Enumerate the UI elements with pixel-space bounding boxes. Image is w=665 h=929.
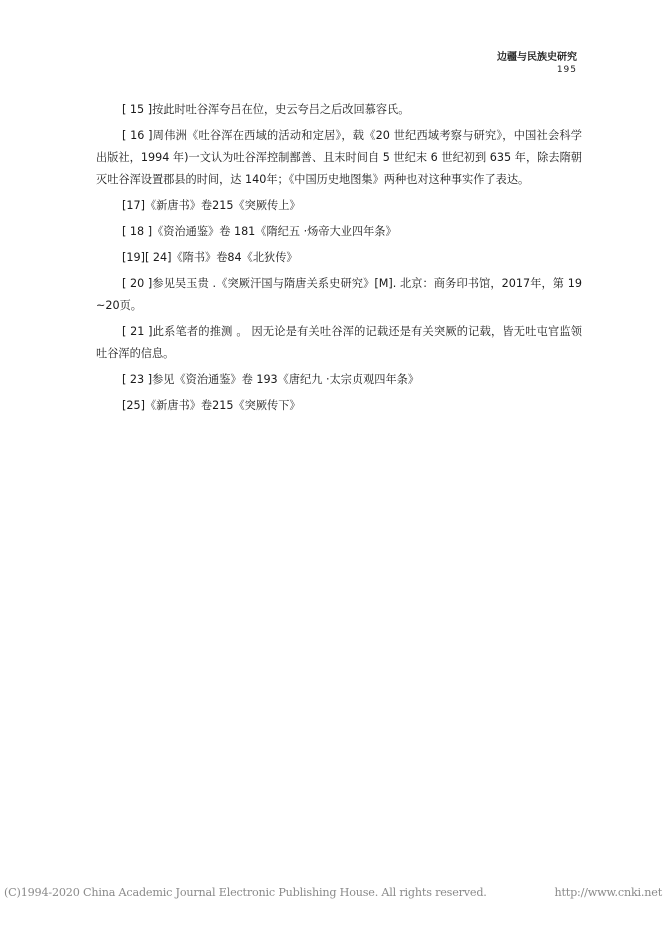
journal-title: 边疆与民族史研究	[497, 52, 577, 63]
cnki-url[interactable]: http://www.cnki.net	[554, 886, 662, 899]
endnote-17: [17]《新唐书》卷215《突厥传上》	[122, 199, 301, 212]
endnotes-list	[96, 99, 582, 421]
copyright-footer	[4, 886, 664, 899]
endnote-19-24: [19][ 24]《隋书》卷84《北狄传》	[122, 251, 298, 264]
copyright-text: (C)1994-2020 China Academic Journal Electronic Publishing House. All rights reserved.	[4, 886, 487, 899]
endnote-21: [ 21 ]此系笔者的推测 。 因无论是有关吐谷浑的记载还是有关突厥的记载，皆无吐屯官监领吐谷浑的信息。	[96, 325, 582, 360]
endnote-18: [ 18 ]《资治通鉴》卷 181《隋纪五 ·炀帝大业四年条》	[122, 225, 397, 238]
endnote-16: [ 16 ]周伟洲《吐谷浑在西域的活动和定居》，载《20 世纪西域考察与研究》，中国社会科学出版社，1994 年)一文认为吐谷浑控制鄯善、且末时间自 5 世纪末 6 世纪初到 635 年，除去隋朝灭吐谷浑设置郡县的时间，达 140年；《中国历史地图集》两种也对这种事实作了表达。	[96, 129, 582, 186]
running-head	[497, 52, 577, 76]
endnote-23: [ 23 ]参见《资治通鉴》卷 193《唐纪九 ·太宗贞观四年条》	[122, 373, 420, 386]
endnote-25: [25]《新唐书》卷215《突厥传下》	[122, 399, 301, 412]
endnote-20: [ 20 ]参见吴玉贵 .《突厥汗国与隋唐关系史研究》[M]. 北京：商务印书馆，2017年，第 19~20页。	[96, 277, 582, 312]
page-number: 195	[556, 65, 577, 75]
endnote-15: [ 15 ]按此时吐谷浑夸吕在位，史云夸吕之后改回慕容氏。	[122, 103, 410, 116]
